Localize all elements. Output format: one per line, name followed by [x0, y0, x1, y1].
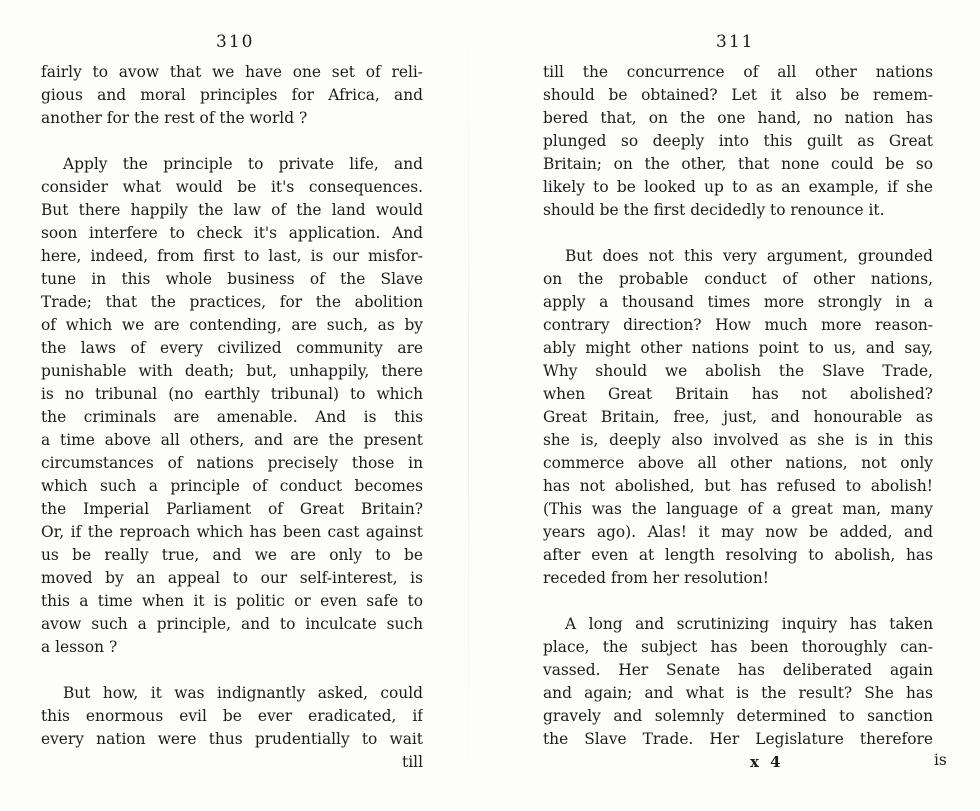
text-line: plunged so deeply into this guilt as Great	[543, 132, 933, 150]
text-line: circumstances of nations precisely those in	[41, 454, 423, 472]
text-line: (This was the language of a great man, many	[543, 500, 933, 518]
paragraph-gap	[543, 222, 933, 245]
catchword: is	[934, 751, 947, 769]
text-line: the Imperial Parliament of Great Britain?	[41, 500, 423, 518]
text-line: a lesson ?	[41, 638, 118, 656]
text-line: a time above all others, and are the present	[41, 431, 423, 449]
text-line: A long and scrutinizing inquiry has taken	[565, 615, 933, 633]
text-line: years ago). Alas! it may now be added, and	[543, 523, 933, 541]
left-page	[0, 0, 470, 811]
text-line: Britain; on the other, that none could be so	[543, 155, 933, 173]
text-line: every nation were thus prudentially to wait	[41, 730, 423, 748]
text-line: receded from her resolution!	[543, 569, 769, 587]
right-page-text	[543, 61, 933, 751]
text-line: Trade; that the practices, for the abolition	[41, 293, 423, 311]
text-line: commerce above all other nations, not only	[543, 454, 933, 472]
text-line: But there happily the law of the land would	[41, 201, 423, 219]
text-line: gious and moral principles for Africa, and	[41, 86, 423, 104]
text-line: contrary direction? How much more reason-	[543, 316, 933, 334]
left-page-number: 310	[216, 32, 255, 52]
text-line: Or, if the reproach which has been cast against	[41, 523, 423, 541]
text-line: and again; and what is the result? She has	[543, 684, 933, 702]
paragraph-gap	[41, 659, 423, 682]
text-line: on the probable conduct of other nations,	[543, 270, 933, 288]
text-line: Why should we abolish the Slave Trade,	[543, 362, 933, 380]
text-line: gravely and solemnly determined to sanction	[543, 707, 933, 725]
text-line: this enormous evil be ever eradicated, if	[41, 707, 423, 725]
text-line: avow such a principle, and to inculcate such	[41, 615, 423, 633]
text-line: apply a thousand times more strongly in a	[543, 293, 933, 311]
text-line: of which we are contending, are such, as by	[41, 316, 423, 334]
text-line: But does not this very argument, grounded	[565, 247, 933, 265]
left-page-text	[41, 61, 423, 774]
text-line: which such a principle of conduct becomes	[41, 477, 423, 495]
text-line: Great Britain, free, just, and honourable as	[543, 408, 933, 426]
text-line: she is, deeply also involved as she is in this	[543, 431, 933, 449]
text-line: is no tribunal (no earthly tribunal) to which	[41, 385, 423, 403]
text-line: the criminals are amenable. And is this	[41, 408, 423, 426]
text-line: But how, it was indignantly asked, could	[63, 684, 423, 702]
text-line: place, the subject has been thoroughly can-	[543, 638, 933, 656]
text-line: ably might other nations point to us, and say,	[543, 339, 933, 357]
right-page-number: 311	[716, 32, 755, 52]
text-line: vassed. Her Senate has deliberated again	[543, 661, 933, 679]
text-line: the laws of every civilized community are	[41, 339, 423, 357]
text-line: has not abolished, but has refused to abolish!	[543, 477, 933, 495]
signature-mark: x 4	[750, 753, 784, 771]
text-line: when Great Britain has not abolished?	[543, 385, 933, 403]
text-line: another for the rest of the world ?	[41, 109, 308, 127]
text-line: till	[402, 753, 423, 771]
paragraph-gap	[41, 130, 423, 153]
text-line: Apply the principle to private life, and	[63, 155, 423, 173]
text-line: should be obtained? Let it also be remem-	[543, 86, 933, 104]
text-line: the Slave Trade. Her Legislature therefore	[543, 730, 933, 748]
text-line: fairly to avow that we have one set of reli-	[41, 63, 423, 81]
text-line: likely to be looked up to as an example, if she	[543, 178, 933, 196]
paragraph-gap	[543, 590, 933, 613]
text-line: consider what would be it's consequences.	[41, 178, 423, 196]
right-page	[470, 0, 980, 811]
text-line: till the concurrence of all other nations	[543, 63, 933, 81]
text-line: punishable with death; but, unhappily, there	[41, 362, 423, 380]
text-line: tune in this whole business of the Slave	[41, 270, 423, 288]
text-line: after even at length resolving to abolish, has	[543, 546, 933, 564]
text-line: soon interfere to check it's application. And	[41, 224, 423, 242]
text-line: this a time when it is politic or even safe to	[41, 592, 423, 610]
text-line: moved by an appeal to our self-interest, is	[41, 569, 423, 587]
text-line: us be really true, and we are only to be	[41, 546, 423, 564]
text-line: here, indeed, from first to last, is our misfor-	[41, 247, 423, 265]
text-line: bered that, on the one hand, no nation has	[543, 109, 933, 127]
text-line: should be the first decidedly to renounce it.	[543, 201, 885, 219]
